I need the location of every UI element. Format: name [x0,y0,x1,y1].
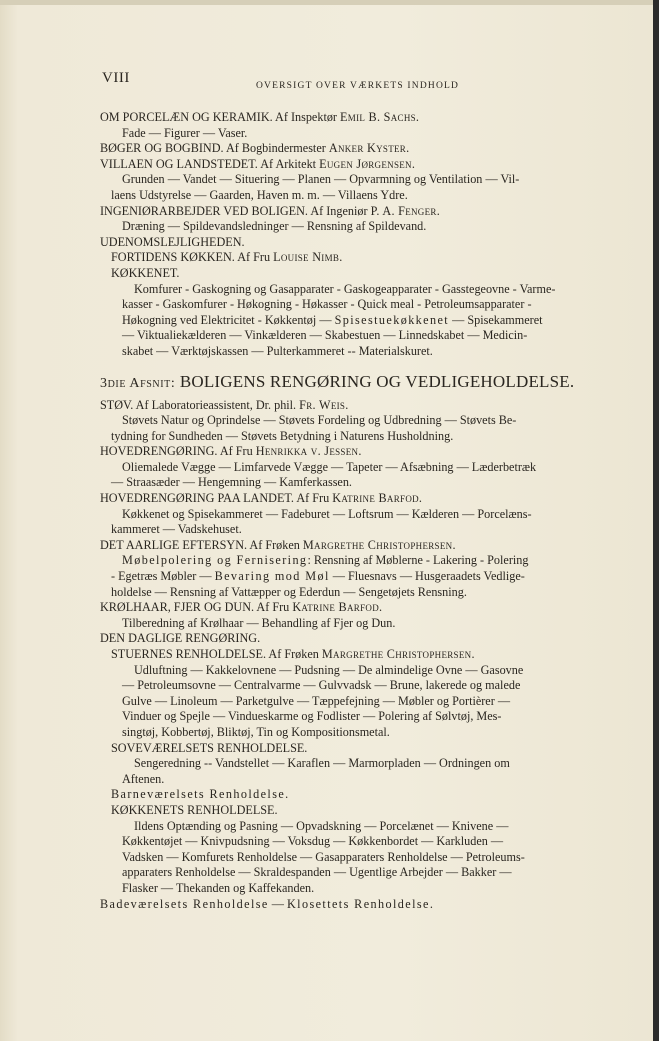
contents-line [100,141,595,157]
section-title: BOLIGENS RENGØRING OG VEDLIGEHOLDELSE. [179,371,575,391]
line-text: Oliemalede Vægge — Limfarvede Vægge — Tapeter — Afsæbning — Læderbetræk [122,459,537,474]
author-name: Margrethe Christophersen. [302,537,456,552]
spaced-heading: Spisestuekøkkenet [334,312,450,327]
line-text: HOVEDRENGØRING. Af Fru [100,444,256,459]
table-of-contents [100,110,595,912]
contents-line [100,475,595,491]
line-text: HOVEDRENGØRING PAA LANDET. Af Fru [100,491,333,506]
contents-line [100,460,595,476]
contents-line [100,157,595,173]
line-text: kammeret — Vadskehuset. [111,522,242,537]
contents-line [100,219,595,235]
line-text: . [285,787,289,802]
spaced-heading: Bevaring mod Møl [214,569,330,584]
line-text: Udluftning — Kakkelovnene — Pudsning — De almindelige Ovne — Gasovne [134,662,524,677]
spaced-heading: Klosettets Renholdelse [286,896,430,911]
contents-line [100,569,595,585]
contents-part-2 [100,398,595,913]
line-text: STUERNES RENHOLDELSE. Af Frøken [111,647,322,661]
line-text: Tilberedning af Krølhaar — Behandling af Fjer og Dun. [122,615,396,630]
spaced-heading: Barneværelsets Renholdelse [111,787,286,802]
contents-line [100,344,595,360]
author-name: Henrikka v. Jessen. [255,444,362,459]
page-top-edge [0,0,659,5]
line-text: — Petroleumsovne — Centralvarme — Gulvvadsk — Brune, lakerede og malede [122,678,521,693]
line-text: Grunden — Vandet — Situering — Planen — Opvarmning og Ventilation — Vil- [122,172,520,187]
line-text: — Spisekammeret [449,312,543,327]
line-text: KØKKENETS RENHOLDELSE. [111,802,278,817]
contents-line [100,803,595,819]
contents-line [100,678,595,694]
contents-line [100,172,595,188]
contents-line [100,600,595,616]
line-text: UDENOMSLEJLIGHEDEN. [100,234,245,249]
contents-line [100,522,595,538]
contents-line [100,429,595,445]
contents-line [100,694,595,710]
contents-line [100,631,595,647]
contents-line [100,850,595,866]
line-text: Komfurer - Gaskogning og Gasapparater - Gaskogeapparater - Gasstegeovne - Varme- [134,281,556,296]
contents-line [100,282,595,298]
contents-line [100,663,595,679]
line-text: Køkkentøjet — Knivpudsning — Voksdug — Køkkenbordet — Karkluden — [122,834,504,849]
contents-line [100,897,595,913]
contents-line [100,881,595,897]
contents-line [100,313,595,329]
line-text: Fade — Figurer — Vaser. [122,125,248,140]
line-text: skabet — Værktøjskassen — Pulterkammeret -- Materialskuret. [122,343,433,358]
line-text: — Viktualiekælderen — Vinkælderen — Skabestuen — Linnedskabet — Medicin- [122,328,528,343]
author-name: Fr. Weis. [299,397,349,412]
author-name: Louise Nimb. [273,250,343,265]
contents-line [100,834,595,850]
contents-line [100,585,595,601]
line-text: laens Udstyrelse — Gaarden, Haven m. m. — Villaens Ydre. [111,187,408,202]
author-name: Anker Kyster. [328,141,410,156]
line-text: Sengeredning -- Vandstellet — Karaflen — Marmorpladen — Ordningen om [134,756,510,771]
contents-line [100,507,595,523]
contents-line [100,787,595,803]
author-name: Katrine Barfod. [292,600,383,615]
spaced-heading: Badeværelsets Renholdelse [100,896,269,911]
author-name: Katrine Barfod. [332,491,423,506]
line-text: Flasker — Thekanden og Kaffekanden. [122,880,315,895]
line-text: kasser - Gaskomfurer - Høkogning - Høkasser - Quick meal - Petroleumsapparater - [122,297,532,312]
contents-line [100,297,595,313]
line-text: KØKKENET. [111,265,180,280]
scan-right-edge [653,0,659,1041]
line-text: KRØLHAAR, FJER OG DUN. Af Fru [100,600,293,615]
line-text: apparaters Renholdelse — Skraldespanden — Ugentlige Arbejder — Bakker — [122,865,512,880]
line-text: Aftenen. [122,771,165,786]
contents-line [100,725,595,741]
contents-line [100,110,595,126]
line-text: Høkogning ved Elektricitet - Køkkentøj — [122,312,335,327]
line-text: . [429,896,433,911]
contents-line [100,819,595,835]
contents-line [100,413,595,429]
running-title: OVERSIGT OVER VÆRKETS INDHOLD [256,81,460,91]
contents-line [100,266,595,282]
contents-line [100,616,595,632]
line-text: tydning for Sundheden — Støvets Betydning i Naturens Husholdning. [111,428,454,443]
line-text: — [268,896,287,911]
line-text: DET AARLIGE EFTERSYN. Af Frøken [100,537,303,552]
contents-line [100,865,595,881]
line-text: SOVEVÆRELSETS RENHOLDELSE. [111,740,308,755]
contents-line [100,398,595,414]
section-heading [100,372,595,394]
contents-part-1 [100,110,595,360]
contents-line [100,647,595,663]
author-name: Eugen Jørgensen. [319,156,416,171]
line-text: VILLAEN OG LANDSTEDET. Af Arkitekt [100,156,320,171]
contents-line [100,538,595,554]
section-label: 3die Afsnit: [100,375,176,391]
contents-line [100,328,595,344]
line-text: DEN DAGLIGE RENGØRING. [100,631,261,646]
contents-line [100,188,595,204]
line-text: — Straasæder — Hengemning — Kamferkassen. [111,475,352,490]
contents-line [100,553,595,569]
line-text: FORTIDENS KØKKEN. Af Fru [111,250,274,265]
line-text: Gulve — Linoleum — Parketgulve — Tæppefejning — Møbler og Portièrer — [122,693,511,708]
contents-line [100,709,595,725]
contents-line [100,491,595,507]
contents-line [100,444,595,460]
line-text: INGENIØRARBEJDER VED BOLIGEN. Af Ingeniør [100,203,371,218]
spaced-heading: Møbelpolering og Fernisering [122,553,308,568]
author-name: P. A. Fenger. [370,203,441,218]
author-name: Margrethe Christophersen. [321,647,475,661]
line-text: Vadsken — Komfurets Renholdelse — Gasapparaters Renholdelse — Petroleums- [122,849,525,864]
contents-line [100,235,595,251]
line-text: - Egetræs Møbler — [111,569,215,584]
line-text: Køkkenet og Spisekammeret — Fadeburet — Loftsrum — Kælderen — Porcelæns- [122,506,532,521]
contents-line [100,741,595,757]
line-text: holdelse — Rensning af Vattæpper og Ederdun — Sengetøjets Rensning. [111,584,467,599]
contents-line [100,756,595,772]
contents-line [100,126,595,142]
line-text: singtøj, Kobbertøj, Bliktøj, Tin og Kompositionsmetal. [122,724,390,739]
line-text: — Fluesnavs — Husgeraadets Vedlige- [329,569,525,584]
author-name: Emil B. Sachs. [340,110,420,124]
contents-line [100,204,595,220]
line-text: Ildens Optænding og Pasning — Opvadskning — Porcelænet — Knivene — [134,818,509,833]
line-text: Støvets Natur og Oprindelse — Støvets Fordeling og Udbredning — Støvets Be- [122,413,517,428]
contents-line [100,250,595,266]
line-text: : Rensning af Møblerne - Lakering - Polering [307,553,529,568]
line-text: Dræning — Spildevandsledninger — Rensning af Spildevand. [122,219,427,234]
contents-line [100,772,595,788]
line-text: Vinduer og Spejle — Vindueskarme og Fodlister — Polering af Sølvtøj, Mes- [122,709,502,724]
line-text: BØGER OG BOGBIND. Af Bogbindermester [100,141,329,156]
line-text: OM PORCELÆN OG KERAMIK. Af Inspektør [100,110,341,124]
page-number: VIII [102,70,130,86]
line-text: STØV. Af Laboratorieassistent, Dr. phil. [100,397,300,412]
